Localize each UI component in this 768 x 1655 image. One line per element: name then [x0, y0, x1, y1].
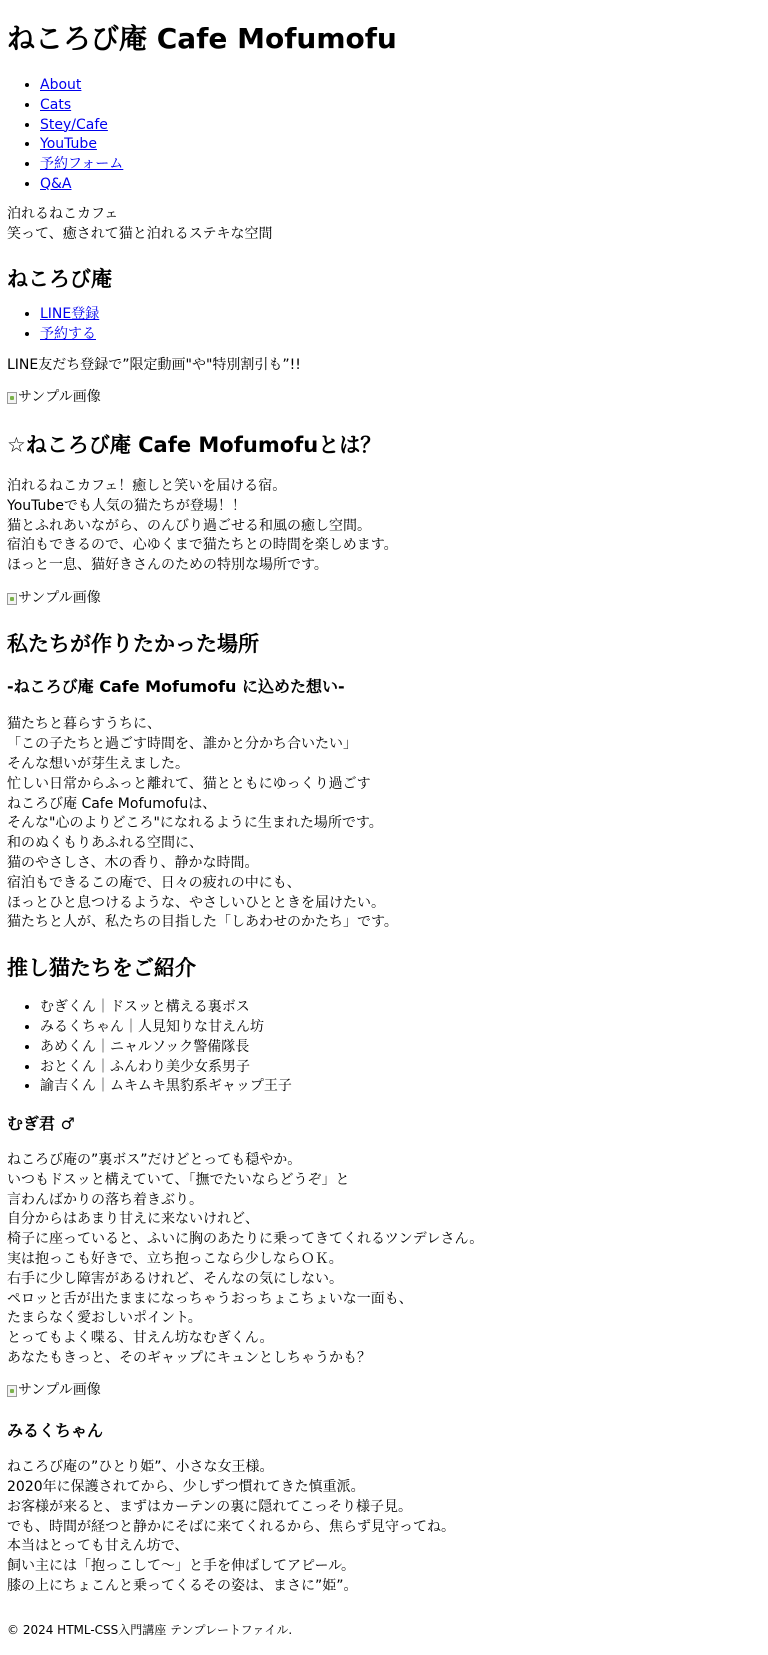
about-line: 泊れるねこカフェ！癒しと笑いを届ける宿。	[7, 478, 287, 495]
concept-line: そんな想いが芽生えました。	[7, 755, 189, 772]
profile-line: 飼い主には「抱っこして〜」と手を伸ばしてアピール。	[7, 1558, 356, 1575]
cat-list-item: • みるくちゃん｜人見知りな甘えん坊	[40, 1018, 761, 1038]
about-line: YouTubeでも人気の猫たちが登場！！	[7, 497, 246, 514]
sample-image-1	[7, 389, 101, 408]
cat-profile-name-mugi: むぎ君 ♂	[7, 1114, 75, 1134]
profile-line: お客様が来ると、まずはカーテンの裏に隠れてこっそり様子見。	[7, 1498, 413, 1515]
concept-line: そんな"心のよりどころ"になれるように生まれた場所です。	[7, 815, 383, 832]
cat-profile-text-milk	[7, 1458, 761, 1597]
cat-list-item: • おとくん｜ふんわり美少女系男子	[40, 1058, 761, 1078]
concept-subheading: -ねころび庵 Cafe Mofumofu に込めた想い-	[7, 677, 345, 697]
profile-line: 実は抱っこも好きで、立ち抱っこなら少しならＯＫ。	[7, 1251, 343, 1268]
main-nav	[7, 76, 761, 195]
concept-heading: 私たちが作りたかった場所	[7, 632, 259, 657]
sample-image-alt: サンプル画像	[18, 389, 101, 406]
brand-heading: ねころび庵	[7, 267, 112, 292]
cats-heading: 推し猫たちをご紹介	[7, 956, 196, 981]
cat-list-item: • 諭吉くん｜ムキムキ黒豹系ギャップ王子	[40, 1077, 761, 1097]
concept-line: 猫たちと人が、私たちの目指した「しあわせのかたち」です。	[7, 914, 398, 931]
cat-list-item: • あめくん｜ニャルソック警備隊長	[40, 1038, 761, 1058]
about-text	[7, 477, 761, 576]
profile-line: 本当はとっても甘えん坊で、	[7, 1538, 189, 1555]
concept-line: 忙しい日常からふっと離れて、猫とともにゆっくり過ごす	[7, 775, 371, 792]
concept-line: ほっとひと息つけるような、やさしいひとときを届けたい。	[7, 894, 385, 911]
sample-image-2	[7, 589, 101, 608]
page	[0, 19, 768, 1597]
cta-item-line	[40, 305, 761, 325]
nav-item-qa	[40, 175, 761, 195]
nav-link-qa[interactable]: Q&A	[40, 175, 72, 192]
about-line: 猫とふれあいながら、のんびり過ごせる和風の癒し空間。	[7, 517, 371, 534]
nav-item-youtube	[40, 135, 761, 155]
concept-line: 宿泊もできるこの庵で、日々の疲れの中にも、	[7, 874, 301, 891]
concept-line: 「この子たちと過ごす時間を、誰かと分かち合いたい」	[7, 736, 357, 753]
concept-line: ねころび庵 Cafe Mofumofuは、	[7, 795, 217, 812]
concept-line: 和のぬくもりあふれる空間に、	[7, 835, 203, 852]
sample-image-3	[7, 1382, 101, 1401]
nav-link-cats[interactable]: Cats	[40, 96, 72, 113]
profile-line: 膝の上にちょこんと乗ってくるその姿は、まさに”姫”。	[7, 1577, 358, 1594]
concept-line: 猫のやさしさ、木の香り、静かな時間。	[7, 854, 259, 871]
profile-line: ねころび庵の”裏ボス”だけどとっても穏やか。	[7, 1152, 302, 1169]
line-register-link[interactable]: LINE登録	[40, 306, 100, 323]
about-line: 宿泊もできるので、心ゆくまで猫たちとの時間を楽しめます。	[7, 537, 398, 554]
about-heading: ☆ねころび庵 Cafe Mofumofuとは？	[7, 433, 382, 458]
hero-tagline: 泊れるねこカフェ	[7, 205, 119, 222]
nav-item-stay-cafe	[40, 116, 761, 136]
site-title: ねころび庵 Cafe Mofumofu	[7, 22, 397, 55]
sample-image-alt: サンプル画像	[18, 589, 101, 606]
broken-image-icon	[7, 593, 17, 605]
sample-image-alt: サンプル画像	[18, 1382, 101, 1399]
profile-line: ねころび庵の”ひとり姫”、小さな女王様。	[7, 1459, 274, 1476]
nav-item-about	[40, 76, 761, 96]
cat-list-item: • むぎくん｜ドスッと構える裏ボス	[40, 998, 761, 1018]
profile-line: 椅子に座っていると、ふいに胸のあたりに乗ってきてくれるツンデレさん。	[7, 1231, 484, 1248]
nav-item-cats	[40, 96, 761, 116]
line-promo-text: LINE友だち登録で”限定動画"や"特別割引も”!!	[7, 356, 301, 373]
broken-image-icon	[7, 1385, 17, 1397]
nav-link-reservation-form[interactable]: 予約フォーム	[40, 156, 124, 173]
profile-line: 言わんばかりの落ち着きぶり。	[7, 1191, 203, 1208]
about-line: ほっと一息、猫好きさんのための特別な場所です。	[7, 557, 328, 574]
nav-item-reservation-form	[40, 155, 761, 175]
profile-line: あなたもきっと、そのギャップにキュンとしちゃうかも？	[7, 1350, 371, 1367]
cats-list	[7, 998, 761, 1097]
cat-profile-text-mugi	[7, 1151, 761, 1369]
hero	[7, 205, 761, 245]
profile-line: たまらなく愛おしいポイント。	[7, 1310, 202, 1327]
nav-link-about[interactable]: About	[40, 77, 82, 93]
hero-subtitle: 笑って、癒されて猫と泊れるステキな空間	[7, 225, 273, 242]
nav-link-stay-cafe[interactable]: Stey/Cafe	[40, 116, 108, 133]
footer	[7, 1622, 292, 1639]
concept-line: 猫たちと暮らすうちに、	[7, 716, 161, 733]
cat-profile-name-milk: みるくちゃん	[7, 1421, 104, 1441]
nav-link-youtube[interactable]: YouTube	[40, 136, 97, 153]
profile-line: ペロッと舌が出たままになっちゃうおっちょこちょいな一面も、	[7, 1290, 413, 1307]
profile-line: 2020年に保護されてから、少しずつ慣れてきた慎重派。	[7, 1478, 365, 1495]
broken-image-icon	[7, 392, 17, 404]
profile-line: いつもドスッと構えていて、「撫でたいならどうぞ」と	[7, 1171, 350, 1188]
footer-copyright: © 2024 HTML-CSS入門講座 テンプレートファイル.	[7, 1623, 293, 1637]
cta-item-reserve	[40, 325, 761, 345]
profile-line: 右手に少し障害があるけれど、そんなの気にしない。	[7, 1270, 343, 1287]
profile-line: でも、時間が経つと静かにそばに来てくれるから、焦らず見守ってね。	[7, 1518, 455, 1535]
profile-line: とってもよく喋る、甘えん坊なむぎくん。	[7, 1330, 274, 1347]
cta-links	[7, 305, 761, 345]
reserve-link[interactable]: 予約する	[40, 326, 96, 343]
concept-text	[7, 715, 761, 933]
profile-line: 自分からはあまり甘えに来ないけれど、	[7, 1211, 259, 1228]
